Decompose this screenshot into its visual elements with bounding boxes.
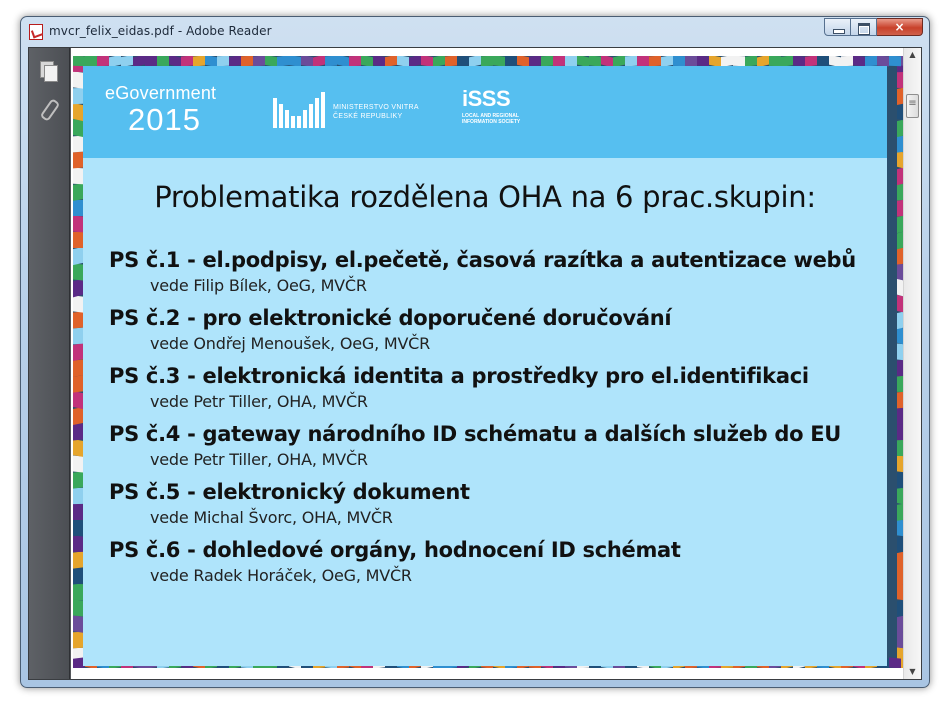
slide-content [83, 66, 887, 666]
mosaic-tile [73, 584, 83, 600]
slide-header-band [83, 66, 887, 158]
mosaic-tile [73, 519, 83, 536]
mosaic-tile [73, 424, 83, 441]
mosaic-tile [877, 56, 889, 66]
working-group-list [109, 246, 879, 594]
mosaic-tile [73, 439, 83, 457]
mosaic-tile [637, 56, 649, 66]
mosaic-tile [73, 568, 83, 585]
minimize-icon [833, 29, 845, 34]
mosaic-tile [73, 232, 83, 248]
scroll-up-arrow-icon[interactable]: ▲ [909, 50, 916, 59]
mosaic-tile [73, 615, 83, 633]
mosaic-tile [769, 56, 781, 66]
document-view[interactable] [71, 48, 903, 679]
mosaic-tile [73, 247, 83, 265]
mosaic-tile [697, 56, 709, 66]
mosaic-tile [73, 504, 83, 520]
mosaic-tile [73, 279, 83, 298]
mosaic-tile [97, 56, 109, 66]
mosaic-tile [253, 56, 265, 67]
working-group-title: PS č.4 - gateway národního ID schématu a dalších služeb do EU [109, 422, 842, 446]
mosaic-tile [193, 56, 205, 66]
mosaic-tile [73, 312, 83, 329]
list-item [109, 478, 879, 536]
mosaic-tile [73, 391, 83, 409]
working-group-title: PS č.1 - el.podpisy, el.pečetě, časová razítka a autentizace webů [109, 248, 856, 272]
attachments-icon[interactable] [38, 98, 60, 120]
mosaic-tile [505, 56, 517, 66]
working-group-lead: vede Radek Horáček, OeG, MVČR [150, 566, 412, 585]
working-group-lead: vede Ondřej Menoušek, OeG, MVČR [150, 334, 431, 353]
mosaic-tile [325, 56, 337, 66]
mosaic-tile [649, 56, 661, 66]
working-group-lead: vede Filip Bílek, OeG, MVČR [150, 276, 367, 295]
working-group-title: PS č.5 - elektronický dokument [109, 480, 470, 504]
mosaic-tile [73, 599, 83, 616]
mosaic-tile [73, 264, 83, 281]
mosaic-tile [73, 359, 83, 376]
mosaic-tile [217, 56, 229, 66]
mosaic-tile [349, 56, 361, 66]
mosaic-tile [565, 56, 577, 66]
mosaic-tile [673, 56, 685, 66]
mosaic-tile [733, 56, 745, 66]
mosaic-tile [241, 56, 253, 66]
mosaic-tile [73, 136, 83, 153]
mosaic-tile [85, 56, 97, 66]
pdf-page-slide [73, 56, 903, 668]
ministry-logo-icon [273, 90, 329, 132]
mosaic-tile [73, 168, 83, 185]
mosaic-tile [841, 56, 853, 66]
pdf-file-icon [29, 24, 43, 40]
app-window [20, 16, 930, 688]
working-group-title: PS č.6 - dohledové orgány, hodnocení ID schémat [109, 538, 681, 562]
working-group-lead: vede Petr Tiller, OHA, MVČR [150, 392, 368, 411]
working-group-lead: vede Petr Tiller, OHA, MVČR [150, 450, 368, 469]
mosaic-tile [73, 375, 83, 392]
mosaic-tile [73, 119, 83, 137]
mosaic-tile [73, 152, 83, 169]
navigation-pane [29, 48, 70, 679]
mosaic-tile [541, 56, 553, 66]
mosaic-tile [889, 657, 901, 668]
maximize-icon [858, 23, 870, 35]
mosaic-tile [685, 56, 697, 66]
scrollbar-thumb[interactable] [906, 94, 919, 118]
mosaic-tile [73, 88, 83, 105]
isss-logo [461, 86, 521, 134]
mosaic-tile [73, 471, 83, 488]
mosaic-tile [73, 56, 85, 66]
mosaic-tile [73, 103, 83, 121]
list-item [109, 536, 879, 594]
mosaic-tile [73, 343, 83, 361]
mosaic-tile [481, 56, 493, 66]
mosaic-tile [889, 56, 901, 66]
mosaic-tile [73, 536, 83, 552]
window-controls [824, 18, 923, 37]
isss-subtitle [462, 113, 520, 125]
close-button[interactable] [877, 18, 923, 36]
mosaic-tile [553, 56, 565, 66]
mosaic-tile [73, 200, 83, 216]
scroll-down-arrow-icon[interactable]: ▼ [909, 667, 916, 676]
working-group-title: PS č.2 - pro elektronické doporučené doručování [109, 306, 672, 330]
mosaic-tile [73, 632, 83, 649]
isss-sub-line-1: LOCAL AND REGIONAL [462, 113, 519, 119]
ministry-line-1: MINISTERSTVO VNITRA [333, 104, 419, 111]
mosaic-tile [157, 56, 169, 66]
ministry-name [333, 103, 419, 121]
egovernment-logo-text: eGovernment [105, 83, 217, 103]
mosaic-tile [181, 56, 193, 67]
egovernment-year: 2015 [128, 102, 201, 137]
title-bar[interactable] [21, 17, 929, 47]
maximize-button[interactable] [851, 18, 877, 36]
mosaic-tile [625, 56, 637, 66]
close-icon: × [894, 20, 905, 34]
mosaic-tile [817, 56, 829, 66]
mosaic-tile [445, 56, 457, 66]
list-item [109, 246, 879, 304]
minimize-button[interactable] [824, 18, 851, 36]
mosaic-tile [145, 56, 157, 66]
reader-client-area [28, 47, 922, 680]
pages-icon[interactable] [38, 60, 60, 82]
mosaic-tile [865, 56, 877, 66]
isss-logo-text: iSSS [462, 86, 511, 111]
mosaic-tile [73, 551, 83, 568]
window-title: mvcr_felix_eidas.pdf - Adobe Reader [49, 24, 272, 38]
mosaic-tile [73, 295, 83, 312]
mosaic-tile [73, 71, 83, 88]
mosaic-tile [73, 456, 83, 473]
list-item [109, 304, 879, 362]
slide-heading: Problematika rozdělena OHA na 6 prac.skupin: [154, 180, 816, 214]
mosaic-tile [73, 407, 83, 425]
vertical-scrollbar[interactable] [903, 48, 921, 679]
working-group-lead: vede Michal Švorc, OHA, MVČR [150, 508, 393, 527]
ministry-line-2: ČESKÉ REPUBLIKY [333, 113, 403, 120]
mosaic-tile [73, 216, 83, 233]
working-group-title: PS č.3 - elektronická identita a prostředky pro el.identifikaci [109, 364, 809, 388]
list-item [109, 420, 879, 478]
mosaic-tile [73, 488, 83, 504]
mosaic-tile [73, 183, 83, 201]
mosaic-tile [73, 328, 83, 345]
isss-sub-line-2: INFORMATION SOCIETY [462, 119, 521, 125]
list-item [109, 362, 879, 420]
